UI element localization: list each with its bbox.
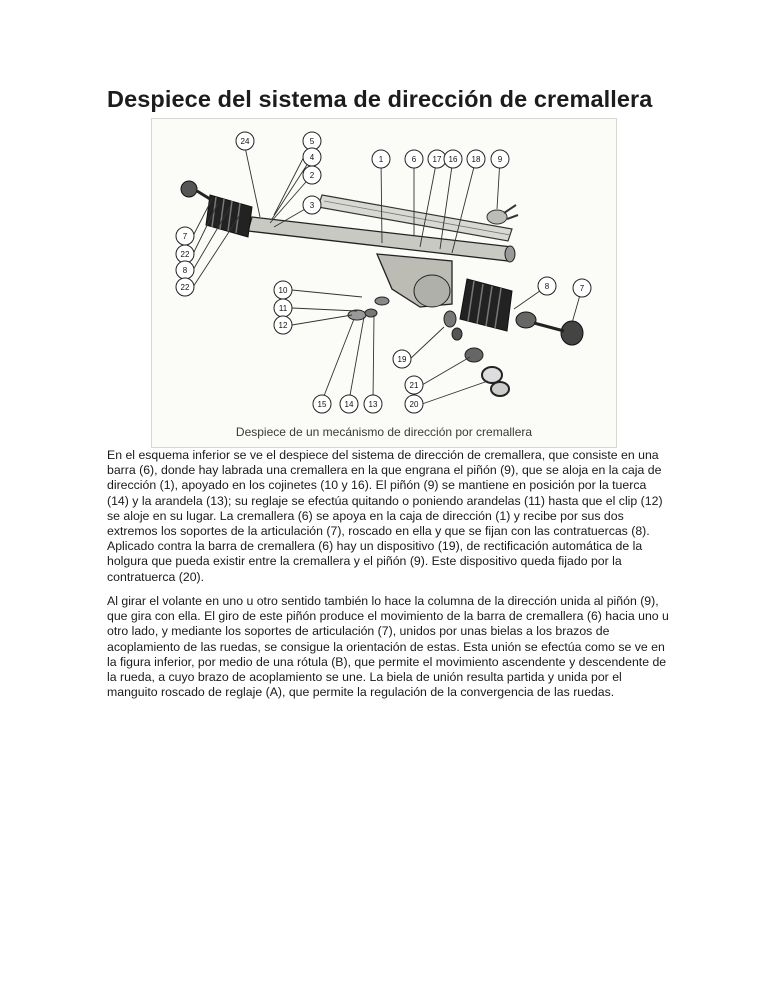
- callout-label: 13: [368, 400, 378, 409]
- callout-label: 22: [180, 283, 190, 292]
- callout-label: 24: [240, 137, 250, 146]
- callout-label: 12: [278, 321, 288, 330]
- figure-caption: Despiece de un mecánismo de dirección por cremallera: [235, 425, 533, 439]
- right-bellows: [460, 279, 583, 345]
- callout-label: 3: [309, 201, 315, 210]
- callout-label: 5: [309, 137, 315, 146]
- exploded-diagram-figure: [151, 118, 617, 448]
- callout-label: 2: [309, 171, 315, 180]
- callout-label: 9: [497, 155, 503, 164]
- callout-label: 21: [409, 381, 419, 390]
- callout-label: 8: [544, 282, 550, 291]
- callout-circles: [176, 132, 591, 413]
- callout-label: 20: [409, 400, 419, 409]
- callout-label: 18: [471, 155, 481, 164]
- paragraph-1: En el esquema inferior se ve el despiece del sistema de dirección de cremallera, que consiste en una barra (6), donde hay labrada una cremallera en la que engrana el piñón (9), que se aloja en la caja de dirección (1), apoyado en los cojinetes (10 y 16). El piñón (9) se mantiene en posición por la tuerca (14) y la arandela (13); su reglaje se efectúa quitando o poniendo arandelas (11) hasta que el clip (12) se aloje en su lugar. La cremallera (6) se apoya en la caja de dirección (1) y recibe por sus dos extremos los soportes de la articulación (7), roscado en ella y que se fijan con las contratuercas (8). Aplicado contra la barra de cremallera (6) hay un dispositivo (19), de rectificación automática de la holgura que pueda existir entre la cremallera y el piñón (9). Este dispositivo queda fijado por la contratuerca (20).: [107, 448, 663, 584]
- paragraph-2: Al girar el volante en uno u otro sentido también lo hace la columna de la dirección unida al piñón (9), que gira con ella. El giro de este piñón produce el movimiento de la barra de cremallera (6) hacia uno u otro lado, y mediante los soportes de articulación (7), unidos por unas bielas a los brazos de acoplamiento de las ruedas, se consigue la orientación de estas. Esta unión se efectúa como se ve en la figura inferior, por medio de una rótula (B), que permite el movimiento ascendente y descendente de la rueda, a cuyo brazo de acoplamiento se une. La biela de unión resulta partida y unida por el manguito roscado de reglaje (A), que permite la regulación de la convergencia de las ruedas.: [107, 594, 669, 700]
- callout-label: 6: [411, 155, 417, 164]
- callout-label: 11: [278, 304, 288, 313]
- callout-label: 19: [397, 355, 407, 364]
- callout-label: 7: [182, 232, 188, 241]
- callout-label: 22: [180, 250, 190, 259]
- callout-label: 1: [378, 155, 384, 164]
- callout-label: 10: [278, 286, 288, 295]
- steering-rack-illustration: [152, 119, 618, 449]
- pinion-shaft: [487, 205, 518, 224]
- callout-label: 15: [317, 400, 327, 409]
- left-bellows: [181, 181, 252, 237]
- callout-label: 7: [579, 284, 585, 293]
- callout-label: 14: [344, 400, 354, 409]
- callout-label: 8: [182, 266, 188, 275]
- callout-label: 16: [448, 155, 458, 164]
- page-title: Despiece del sistema de dirección de cremallera: [107, 86, 653, 112]
- callout-label: 17: [432, 155, 442, 164]
- callout-label: 4: [309, 153, 315, 162]
